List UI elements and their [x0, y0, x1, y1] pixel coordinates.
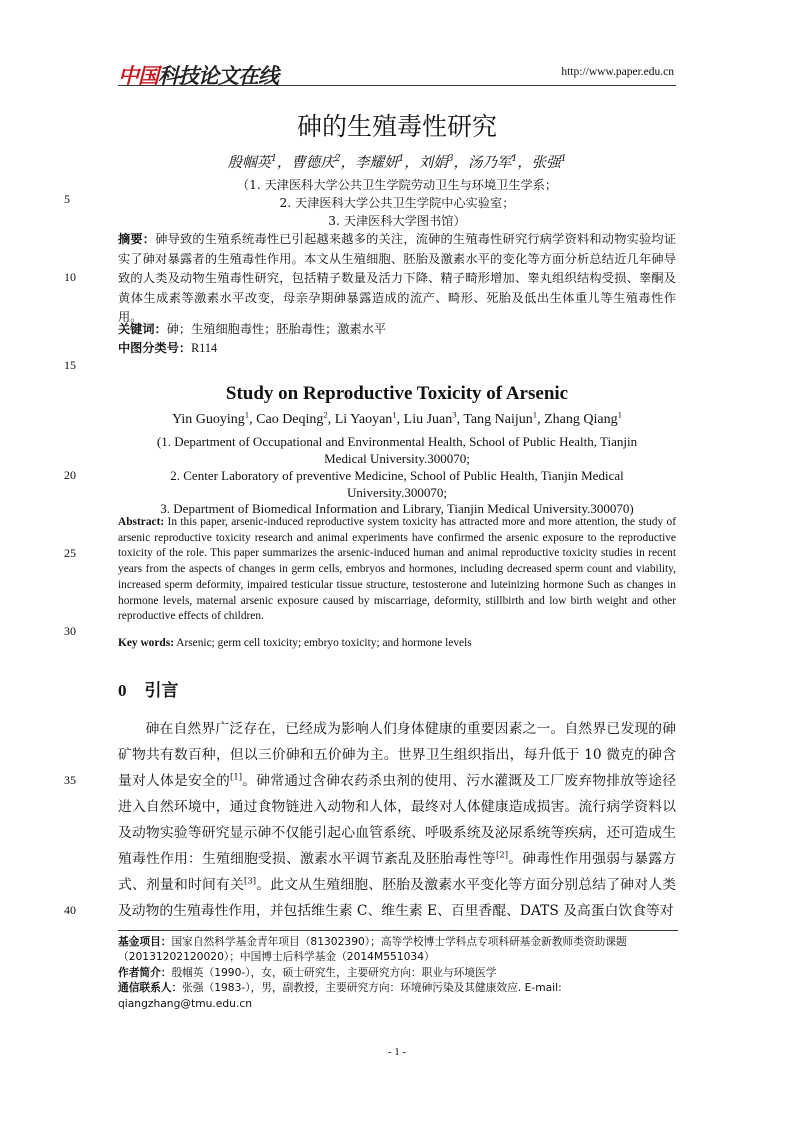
- header-rule: [118, 85, 676, 86]
- keywords-en: Key words: Arsenic; germ cell toxicity; embryo toxicity; and hormone levels: [118, 637, 472, 649]
- affiliation-zh-1: （1. 天津医科大学公共卫生学院劳动卫生与环境卫生学系；: [236, 178, 558, 192]
- citation-ref-2: [2]: [495, 850, 509, 861]
- paper-title-en: Study on Reproductive Toxicity of Arsenic: [225, 383, 569, 404]
- line-number: 25: [64, 546, 76, 560]
- affiliation-en-3: 3. Department of Biomedical Information and Library, Tianjin Medical University.300070): [160, 501, 634, 516]
- line-number: 30: [64, 624, 76, 638]
- footnote-funding: 基金项目：国家自然科学基金青年项目（81302390）；高等学校博士学科点专项科研基金新教师类资助课题（20131202120020）；中国博士后科学基金（2014M551034）: [118, 935, 627, 964]
- site-logo: 中国科技论文在线: [118, 64, 278, 88]
- footnote-author: 作者简介：殷帼英（1990-），女，硕士研究生，主要研究方向：职业与环境医学: [118, 965, 497, 979]
- page-number: - 1 -: [387, 1046, 407, 1058]
- authors-zh: 殷帼英$^1$，曹德庆$^2$，李耀妍$^1$，刘娟$^3$，汤乃军$^1$，张强$^1$: [227, 154, 567, 171]
- intro-paragraph: 砷在自然界广泛存在，已经成为影响人们身体健康的重要因素之一。自然界已发现的砷矿物共有数百种，但以三价砷和五价砷为主。世界卫生组织指出，每升低于 10 微克的砷含量对人体是安全的[1]。砷常通过含砷农药杀虫剂的使用、污水灌溉及工厂废弃物排放等途径进入自然环境中，通过食物链进入动物和人体，最终对人体健康造成损害。流行病学资料以及动物实验等研究显示砷不仅能引起心血管系统、呼吸系统及泌尿系统等疾病，还可造成生殖毒性作用：生殖细胞受损、激素水平调节紊乱及胚胎毒性等[2]。砷毒性作用强弱与暴露方式、剂量和时间有关[3]。此文从生殖细胞、胚胎及激素水平变化等方面分别总结了砷对人类及动物的生殖毒性作用，并包括维生素 C、维生素 E、百里香醌、DATS 及高蛋白饮食等对: [118, 721, 677, 919]
- affiliation-en-1a: (1. Department of Occupational and Environmental Health, School of Public Health, Tianjin: [156, 434, 638, 449]
- affiliation-en-1b: Medical University.300070;: [324, 451, 470, 466]
- footnote-rule: [118, 930, 678, 931]
- line-number: 35: [64, 773, 76, 787]
- section-heading: 0 引言: [118, 681, 179, 701]
- line-number: 40: [64, 903, 76, 917]
- footnotes: [118, 934, 678, 1011]
- line-number: 15: [64, 358, 76, 372]
- abstract-en: Abstract: In this paper, arsenic-induced reproductive system toxicity has attracted more and more attention, the study of arsenic reproductive toxicity research and animal experiments have confirmed the arsenic exposure to the reproductive toxicity of the role. This paper summarizes the arsenic-induced human and animal reproductive toxicity studies in recent years from the aspects of changes in germ cells, embryos and hormones, including decreased sperm count and viability, increased sperm deformity, impaired testicular tissue structure, testosterone and luteinizing hormone Such as changes in hormone levels, maternal arsenic exposure caused by miscarriage, deformity, stillbirth and low birth weight and other reproductive effects of children.: [118, 516, 676, 623]
- affiliation-en-2a: 2. Center Laboratory of preventive Medicine, School of Public Health, Tianjin Medical: [170, 468, 624, 483]
- affiliation-zh-3: 3. 天津医科大学图书馆）: [328, 214, 466, 228]
- line-number: 10: [64, 270, 76, 284]
- clc-number: 中图分类号：R114: [118, 341, 218, 355]
- line-number: 5: [64, 192, 70, 206]
- footnote-correspondence: 通信联系人：张强（1983-），男，副教授，主要研究方向：环境砷污染及其健康效应. E-mail: qiangzhang@tmu.edu.cn: [118, 981, 562, 1010]
- citation-ref-3: [3]: [243, 876, 257, 887]
- keywords-zh: 关键词：砷；生殖细胞毒性；胚胎毒性；激素水平: [118, 322, 387, 336]
- authors-en: Yin Guoying$^1$, Cao Deqing$^2$, Li Yaoyan$^1$, Liu Juan$^3$, Tang Naijun$^1$, Zhang Qiang$^1$: [172, 409, 622, 427]
- paper-title-zh: 砷的生殖毒性研究: [296, 112, 497, 141]
- citation-ref-1: [1]: [229, 772, 243, 783]
- site-url: http://www.paper.edu.cn: [561, 66, 674, 78]
- abstract-zh: 摘要：砷导致的生殖系统毒性已引起越来越多的关注，流砷的生殖毒性研究行病学资料和动物实验均证实了砷对暴露者的生殖毒性作用。本文从生殖细胞、胚胎及激素水平的变化等方面分析总结近几年砷导致的人类及动物生殖毒性研究，包括精子数量及活力下降、精子畸形增加、睾丸组织结构受损、睾酮及黄体生成素等激素水平改变，母亲孕期砷暴露造成的流产、畸形、死胎及低出生体重儿等生殖毒性作用。: [118, 232, 677, 325]
- affiliation-zh-2: 2. 天津医科大学公共卫生学院中心实验室；: [279, 196, 515, 210]
- line-number: 20: [64, 468, 76, 482]
- affiliation-en-2b: University.300070;: [347, 485, 447, 500]
